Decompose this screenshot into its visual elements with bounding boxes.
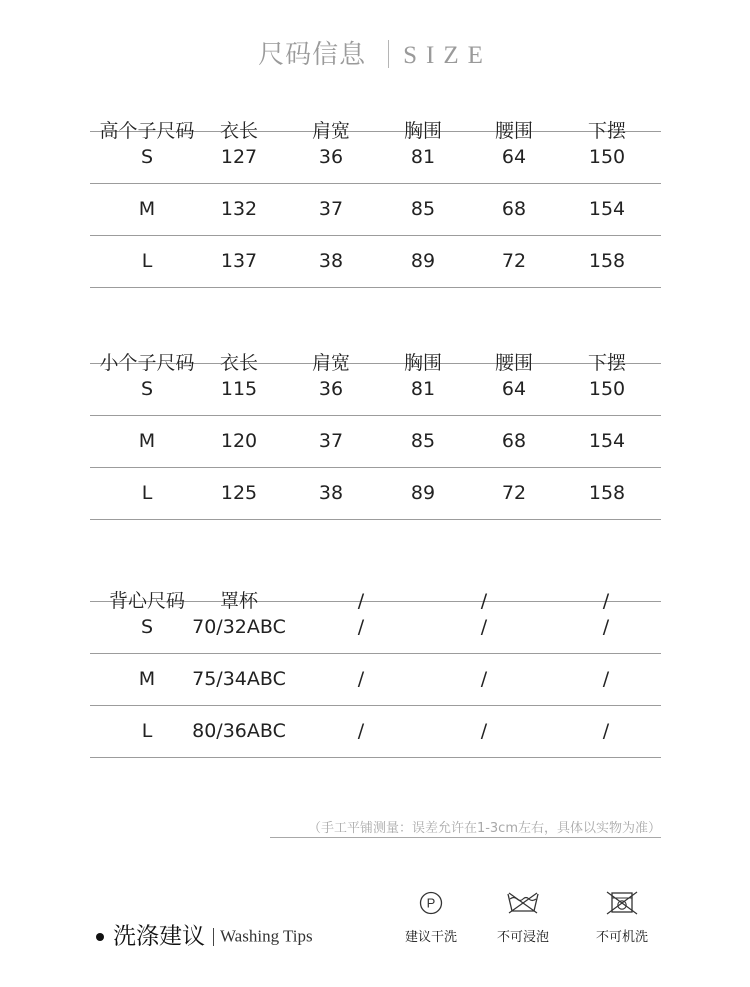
table-header-row: [90, 114, 661, 142]
value-cell: 120: [220, 430, 258, 452]
value-cell: 64: [501, 146, 527, 168]
care-do-not-soak: [478, 890, 568, 945]
value-cell: /: [357, 616, 365, 638]
petite-size-table: [90, 346, 661, 520]
value-cell: 37: [318, 430, 344, 452]
value-cell: 36: [318, 146, 344, 168]
header-length: 衣长: [219, 120, 259, 142]
value-cell: /: [480, 720, 488, 742]
value-cell: 72: [501, 250, 527, 272]
header-cup: 罩杯: [219, 590, 259, 612]
size-cell: M: [138, 668, 156, 690]
value-cell: 38: [318, 250, 344, 272]
header-bust: 胸围: [403, 352, 443, 374]
bullet-dot-icon: [96, 933, 104, 941]
washing-tips-title: [96, 920, 313, 952]
header-hem: 下摆: [587, 120, 627, 142]
value-cell: 81: [410, 146, 436, 168]
value-cell: 85: [410, 198, 436, 220]
no-machine-wash-icon: [604, 890, 640, 916]
value-cell: 115: [220, 378, 258, 400]
size-cell: M: [138, 198, 156, 220]
header-slash: /: [357, 590, 365, 612]
value-cell: 89: [410, 250, 436, 272]
title-divider: [388, 40, 389, 68]
cup-cell: 70/32ABC: [192, 616, 286, 638]
value-cell: 132: [220, 198, 258, 220]
care-label: 不可机洗: [595, 930, 648, 945]
value-cell: 158: [588, 250, 626, 272]
value-cell: 38: [318, 482, 344, 504]
table-header-row: [90, 584, 661, 612]
washing-title-divider: [213, 928, 214, 946]
value-cell: 36: [318, 378, 344, 400]
table-row: [90, 654, 661, 706]
value-cell: 137: [220, 250, 258, 272]
value-cell: 154: [588, 198, 626, 220]
header-size: 小个子尺码: [99, 352, 195, 374]
header-size: 高个子尺码: [99, 120, 195, 142]
value-cell: /: [602, 720, 610, 742]
table-row: [90, 184, 661, 236]
table-row: [90, 132, 661, 184]
table-row: [90, 706, 661, 758]
table-row: [90, 602, 661, 654]
dry-clean-p-icon: [416, 890, 446, 916]
washing-title-en: Washing Tips: [220, 926, 313, 946]
header-shoulder: 肩宽: [311, 120, 351, 142]
cup-cell: 80/36ABC: [192, 720, 286, 742]
table-row: [90, 364, 661, 416]
value-cell: /: [480, 616, 488, 638]
table-header-row: [90, 346, 661, 374]
size-cell: L: [141, 482, 153, 504]
care-no-machine-wash: [577, 890, 667, 945]
header-slash: /: [602, 590, 610, 612]
value-cell: 72: [501, 482, 527, 504]
size-title-cn: 尺码信息: [258, 40, 367, 70]
header-slash: /: [480, 590, 488, 612]
table-row: [90, 468, 661, 520]
table-row: [90, 236, 661, 288]
vest-size-table: [90, 584, 661, 758]
value-cell: 150: [588, 146, 626, 168]
cup-cell: 75/34ABC: [192, 668, 286, 690]
care-label: 不可浸泡: [496, 930, 549, 945]
size-title-en: SIZE: [403, 42, 492, 69]
size-cell: L: [141, 720, 153, 742]
value-cell: 150: [588, 378, 626, 400]
page-header: [0, 34, 750, 71]
value-cell: /: [357, 720, 365, 742]
value-cell: 85: [410, 430, 436, 452]
value-cell: 64: [501, 378, 527, 400]
tall-size-table: [90, 114, 661, 288]
header-waist: 腰围: [494, 120, 534, 142]
value-cell: 89: [410, 482, 436, 504]
svg-text:P: P: [426, 895, 436, 911]
value-cell: /: [480, 668, 488, 690]
size-cell: M: [138, 430, 156, 452]
header-length: 衣长: [219, 352, 259, 374]
value-cell: 158: [588, 482, 626, 504]
value-cell: 68: [501, 430, 527, 452]
care-label: 建议干洗: [404, 930, 457, 945]
value-cell: 81: [410, 378, 436, 400]
value-cell: 154: [588, 430, 626, 452]
size-cell: S: [140, 146, 154, 168]
header-size: 背心尺码: [108, 590, 186, 612]
value-cell: 68: [501, 198, 527, 220]
value-cell: 127: [220, 146, 258, 168]
washing-title-cn: 洗涤建议: [113, 923, 205, 950]
size-cell: L: [141, 250, 153, 272]
value-cell: /: [602, 668, 610, 690]
do-not-soak-icon: [505, 890, 541, 916]
measurement-note: （手工平铺测量：误差允许在1-3cm左右，具体以实物为准）: [270, 817, 661, 838]
header-waist: 腰围: [494, 352, 534, 374]
care-dry-clean: [386, 890, 476, 945]
size-cell: S: [140, 616, 154, 638]
size-cell: S: [140, 378, 154, 400]
value-cell: 37: [318, 198, 344, 220]
table-row: [90, 416, 661, 468]
value-cell: /: [602, 616, 610, 638]
value-cell: 125: [220, 482, 258, 504]
header-shoulder: 肩宽: [311, 352, 351, 374]
header-hem: 下摆: [587, 352, 627, 374]
header-bust: 胸围: [403, 120, 443, 142]
value-cell: /: [357, 668, 365, 690]
